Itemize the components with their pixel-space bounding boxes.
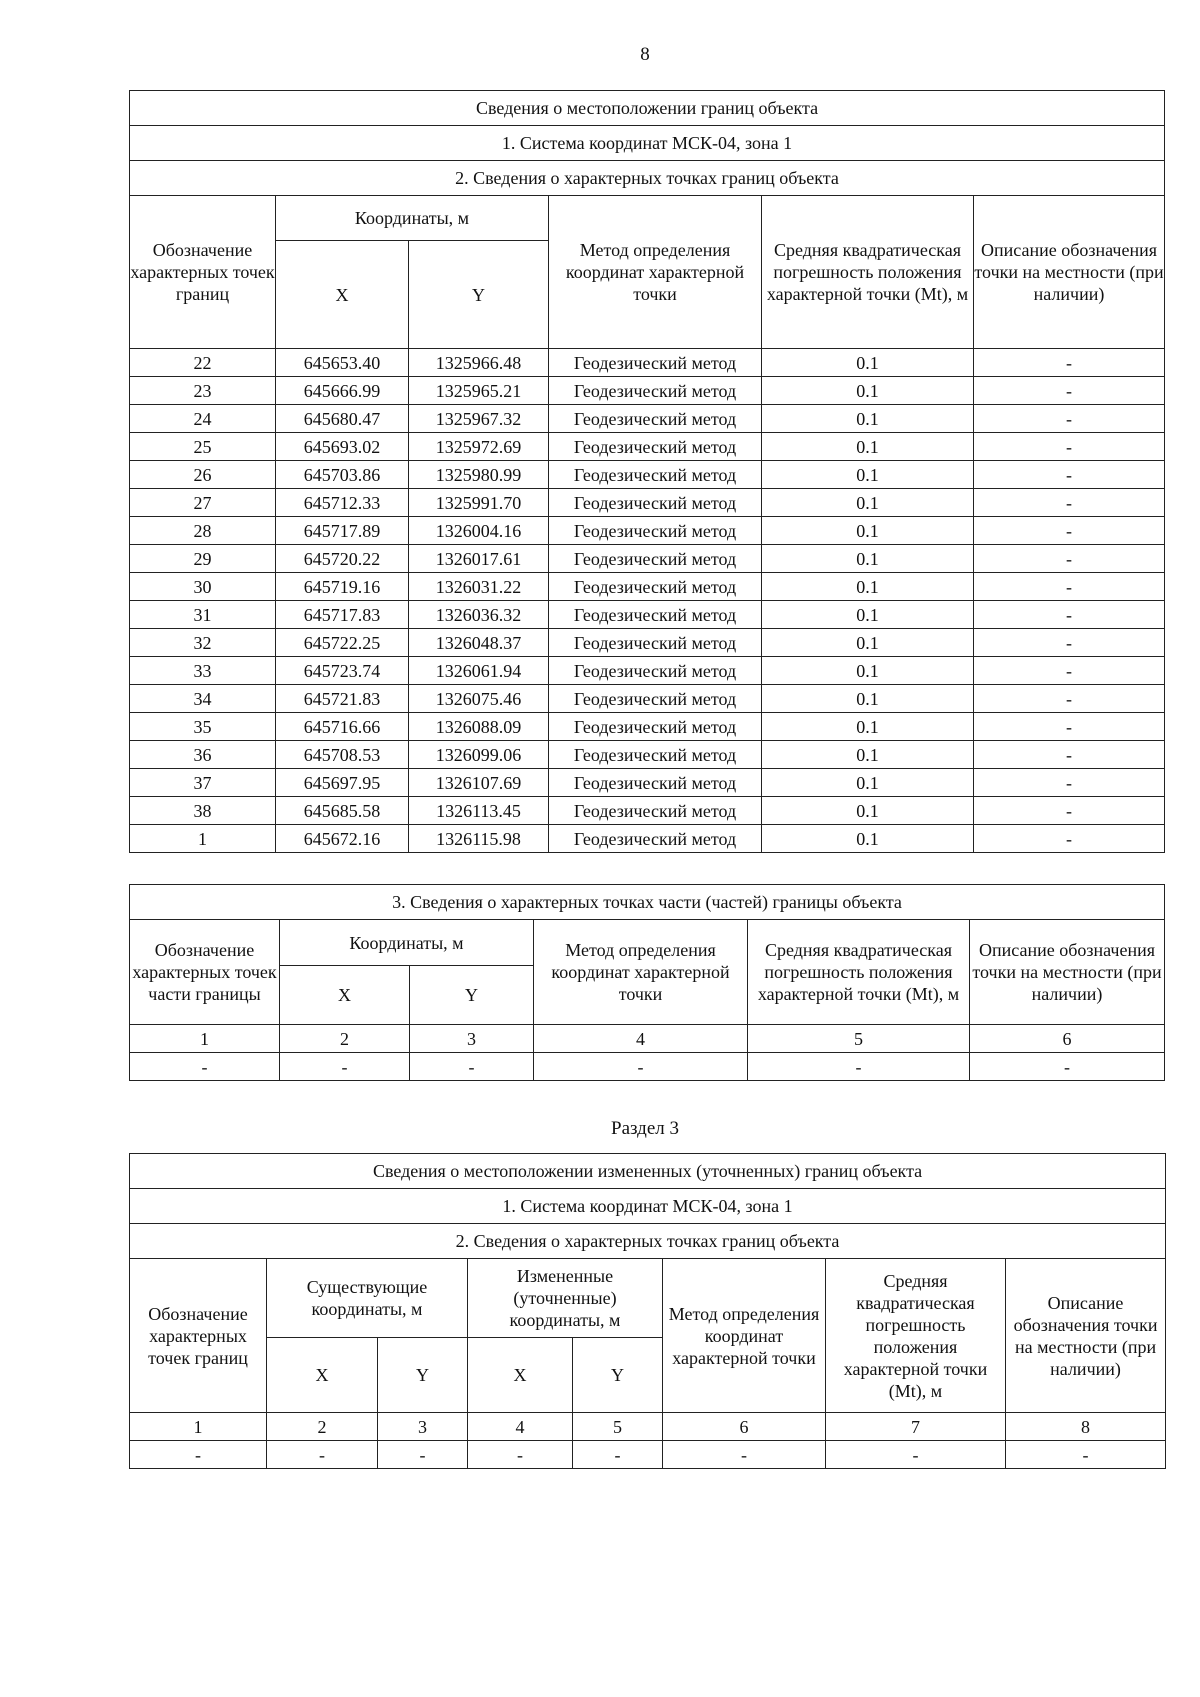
mt-value: 0.1	[762, 573, 974, 601]
coord-x: 645721.83	[276, 685, 409, 713]
description: -	[974, 713, 1165, 741]
table-row	[130, 489, 1165, 517]
header-y: Y	[378, 1338, 468, 1413]
changed-boundary-points-table	[129, 1153, 1166, 1469]
column-number: 5	[748, 1025, 970, 1053]
header-x: X	[267, 1338, 378, 1413]
coord-y: 1325980.99	[409, 461, 549, 489]
coord-y: 1326115.98	[409, 825, 549, 853]
coord-x: 645717.83	[276, 601, 409, 629]
coord-x: 645693.02	[276, 433, 409, 461]
description: -	[974, 461, 1165, 489]
header-method: Метод определения координат характерной точки	[534, 920, 748, 1025]
table-row	[130, 825, 1165, 853]
description: -	[974, 573, 1165, 601]
coord-x: 645680.47	[276, 405, 409, 433]
description: -	[974, 405, 1165, 433]
table-cell: -	[573, 1441, 663, 1469]
method: Геодезический метод	[549, 713, 762, 741]
point-number: 38	[130, 797, 276, 825]
coord-y: 1326036.32	[409, 601, 549, 629]
point-number: 24	[130, 405, 276, 433]
coord-y: 1326061.94	[409, 657, 549, 685]
description: -	[974, 825, 1165, 853]
table-row	[130, 377, 1165, 405]
method: Геодезический метод	[549, 377, 762, 405]
description: -	[974, 489, 1165, 517]
mt-value: 0.1	[762, 713, 974, 741]
coord-y: 1325972.69	[409, 433, 549, 461]
table-cell: -	[748, 1053, 970, 1081]
point-number: 22	[130, 349, 276, 377]
coord-x: 645719.16	[276, 573, 409, 601]
coord-x: 645653.40	[276, 349, 409, 377]
column-number: 4	[534, 1025, 748, 1053]
table-cell: -	[130, 1441, 267, 1469]
header-changed-coords: Измененные (уточненные) координаты, м	[468, 1259, 663, 1338]
header-existing-coords: Существующие координаты, м	[267, 1259, 468, 1338]
description: -	[974, 629, 1165, 657]
point-number: 36	[130, 741, 276, 769]
method: Геодезический метод	[549, 769, 762, 797]
coord-y: 1326099.06	[409, 741, 549, 769]
header-point: Обозначение характерных точек границ	[130, 196, 276, 349]
coord-y: 1326017.61	[409, 545, 549, 573]
column-number: 1	[130, 1025, 280, 1053]
coord-x: 645723.74	[276, 657, 409, 685]
coord-x: 645716.66	[276, 713, 409, 741]
method: Геодезический метод	[549, 545, 762, 573]
point-number: 1	[130, 825, 276, 853]
method: Геодезический метод	[549, 741, 762, 769]
mt-value: 0.1	[762, 489, 974, 517]
method: Геодезический метод	[549, 657, 762, 685]
column-number: 8	[1006, 1413, 1166, 1441]
header-error: Средняя квадратическая погрешность положения характерной точки (Mt), м	[748, 920, 970, 1025]
point-number: 30	[130, 573, 276, 601]
column-number: 2	[267, 1413, 378, 1441]
table-row	[130, 405, 1165, 433]
point-number: 33	[130, 657, 276, 685]
table-row	[130, 629, 1165, 657]
column-number: 6	[663, 1413, 826, 1441]
header-y: Y	[410, 966, 534, 1025]
table-title: Сведения о местоположении измененных (уточненных) границ объекта	[130, 1154, 1166, 1189]
header-x: X	[276, 241, 409, 349]
table-subtitle: 2. Сведения о характерных точках границ объекта	[130, 161, 1165, 196]
coord-y: 1325991.70	[409, 489, 549, 517]
point-number: 27	[130, 489, 276, 517]
point-number: 28	[130, 517, 276, 545]
coordinate-system: 1. Система координат МСК-04, зона 1	[130, 1189, 1166, 1224]
header-method: Метод определения координат характерной точки	[663, 1259, 826, 1413]
description: -	[974, 433, 1165, 461]
point-number: 26	[130, 461, 276, 489]
mt-value: 0.1	[762, 349, 974, 377]
table-title: Сведения о местоположении границ объекта	[130, 91, 1165, 126]
table-row	[130, 601, 1165, 629]
description: -	[974, 769, 1165, 797]
coord-y: 1326004.16	[409, 517, 549, 545]
mt-value: 0.1	[762, 405, 974, 433]
table-row	[130, 769, 1165, 797]
coord-x: 645703.86	[276, 461, 409, 489]
method: Геодезический метод	[549, 685, 762, 713]
coord-y: 1326048.37	[409, 629, 549, 657]
header-description: Описание обозначения точки на местности (при наличии)	[970, 920, 1165, 1025]
mt-value: 0.1	[762, 657, 974, 685]
coord-y: 1325967.32	[409, 405, 549, 433]
table-cell: -	[267, 1441, 378, 1469]
description: -	[974, 601, 1165, 629]
method: Геодезический метод	[549, 461, 762, 489]
table-cell: -	[280, 1053, 410, 1081]
method: Геодезический метод	[549, 825, 762, 853]
table-cell: -	[1006, 1441, 1166, 1469]
page-number: 8	[640, 44, 650, 65]
point-number: 23	[130, 377, 276, 405]
description: -	[974, 349, 1165, 377]
mt-value: 0.1	[762, 517, 974, 545]
header-point: Обозначение характерных точек границ	[130, 1259, 267, 1413]
section-title: Раздел 3	[611, 1118, 679, 1139]
column-number: 6	[970, 1025, 1165, 1053]
table-cell: -	[410, 1053, 534, 1081]
mt-value: 0.1	[762, 545, 974, 573]
table-row	[130, 657, 1165, 685]
method: Геодезический метод	[549, 433, 762, 461]
column-number: 2	[280, 1025, 410, 1053]
table-subtitle: 2. Сведения о характерных точках границ объекта	[130, 1224, 1166, 1259]
table-row	[130, 797, 1165, 825]
table-title: 3. Сведения о характерных точках части (частей) границы объекта	[130, 885, 1165, 920]
column-number: 4	[468, 1413, 573, 1441]
table-row	[130, 517, 1165, 545]
table-row	[130, 545, 1165, 573]
coord-x: 645666.99	[276, 377, 409, 405]
mt-value: 0.1	[762, 461, 974, 489]
description: -	[974, 377, 1165, 405]
coord-y: 1326107.69	[409, 769, 549, 797]
column-number-row	[130, 1413, 1166, 1441]
coord-y: 1325966.48	[409, 349, 549, 377]
method: Геодезический метод	[549, 629, 762, 657]
header-description: Описание обозначения точки на местности (при наличии)	[974, 196, 1165, 349]
description: -	[974, 741, 1165, 769]
description: -	[974, 545, 1165, 573]
coord-x: 645722.25	[276, 629, 409, 657]
point-number: 29	[130, 545, 276, 573]
table-row	[130, 1053, 1165, 1081]
table-cell: -	[663, 1441, 826, 1469]
part-boundary-points-table	[129, 884, 1165, 1081]
coord-y: 1326031.22	[409, 573, 549, 601]
coord-x: 645685.58	[276, 797, 409, 825]
mt-value: 0.1	[762, 797, 974, 825]
column-number: 3	[410, 1025, 534, 1053]
header-y: Y	[409, 241, 549, 349]
mt-value: 0.1	[762, 825, 974, 853]
method: Геодезический метод	[549, 797, 762, 825]
method: Геодезический метод	[549, 489, 762, 517]
column-number-row	[130, 1025, 1165, 1053]
coord-x: 645717.89	[276, 517, 409, 545]
table-row	[130, 349, 1165, 377]
mt-value: 0.1	[762, 629, 974, 657]
header-y: Y	[573, 1338, 663, 1413]
table-row	[130, 573, 1165, 601]
table-cell: -	[970, 1053, 1165, 1081]
description: -	[974, 517, 1165, 545]
table-cell: -	[130, 1053, 280, 1081]
table-row	[130, 685, 1165, 713]
coord-x: 645708.53	[276, 741, 409, 769]
header-point: Обозначение характерных точек части границы	[130, 920, 280, 1025]
coord-x: 645712.33	[276, 489, 409, 517]
method: Геодезический метод	[549, 349, 762, 377]
coord-y: 1326113.45	[409, 797, 549, 825]
method: Геодезический метод	[549, 517, 762, 545]
table-cell: -	[534, 1053, 748, 1081]
description: -	[974, 797, 1165, 825]
header-error: Средняя квадратическая погрешность положения характерной точки (Mt), м	[826, 1259, 1006, 1413]
table-cell: -	[468, 1441, 573, 1469]
mt-value: 0.1	[762, 685, 974, 713]
coordinate-system: 1. Система координат МСК-04, зона 1	[130, 126, 1165, 161]
column-number: 1	[130, 1413, 267, 1441]
mt-value: 0.1	[762, 741, 974, 769]
point-number: 34	[130, 685, 276, 713]
header-coords: Координаты, м	[276, 196, 549, 241]
point-number: 37	[130, 769, 276, 797]
method: Геодезический метод	[549, 573, 762, 601]
coord-y: 1326088.09	[409, 713, 549, 741]
header-coords: Координаты, м	[280, 920, 534, 966]
method: Геодезический метод	[549, 601, 762, 629]
description: -	[974, 685, 1165, 713]
mt-value: 0.1	[762, 377, 974, 405]
mt-value: 0.1	[762, 601, 974, 629]
coord-y: 1325965.21	[409, 377, 549, 405]
point-number: 31	[130, 601, 276, 629]
boundary-points-table	[129, 90, 1165, 853]
mt-value: 0.1	[762, 769, 974, 797]
column-number: 5	[573, 1413, 663, 1441]
column-number: 7	[826, 1413, 1006, 1441]
coord-x: 645720.22	[276, 545, 409, 573]
description: -	[974, 657, 1165, 685]
point-number: 32	[130, 629, 276, 657]
coord-x: 645672.16	[276, 825, 409, 853]
header-description: Описание обозначения точки на местности (при наличии)	[1006, 1259, 1166, 1413]
column-number: 3	[378, 1413, 468, 1441]
method: Геодезический метод	[549, 405, 762, 433]
table-cell: -	[826, 1441, 1006, 1469]
table-row	[130, 1441, 1166, 1469]
table-cell: -	[378, 1441, 468, 1469]
coord-y: 1326075.46	[409, 685, 549, 713]
header-x: X	[468, 1338, 573, 1413]
point-number: 25	[130, 433, 276, 461]
table-row	[130, 741, 1165, 769]
coord-x: 645697.95	[276, 769, 409, 797]
table-row	[130, 461, 1165, 489]
header-error: Средняя квадратическая погрешность положения характерной точки (Mt), м	[762, 196, 974, 349]
header-x: X	[280, 966, 410, 1025]
table-row	[130, 713, 1165, 741]
table-row	[130, 433, 1165, 461]
mt-value: 0.1	[762, 433, 974, 461]
header-method: Метод определения координат характерной точки	[549, 196, 762, 349]
point-number: 35	[130, 713, 276, 741]
